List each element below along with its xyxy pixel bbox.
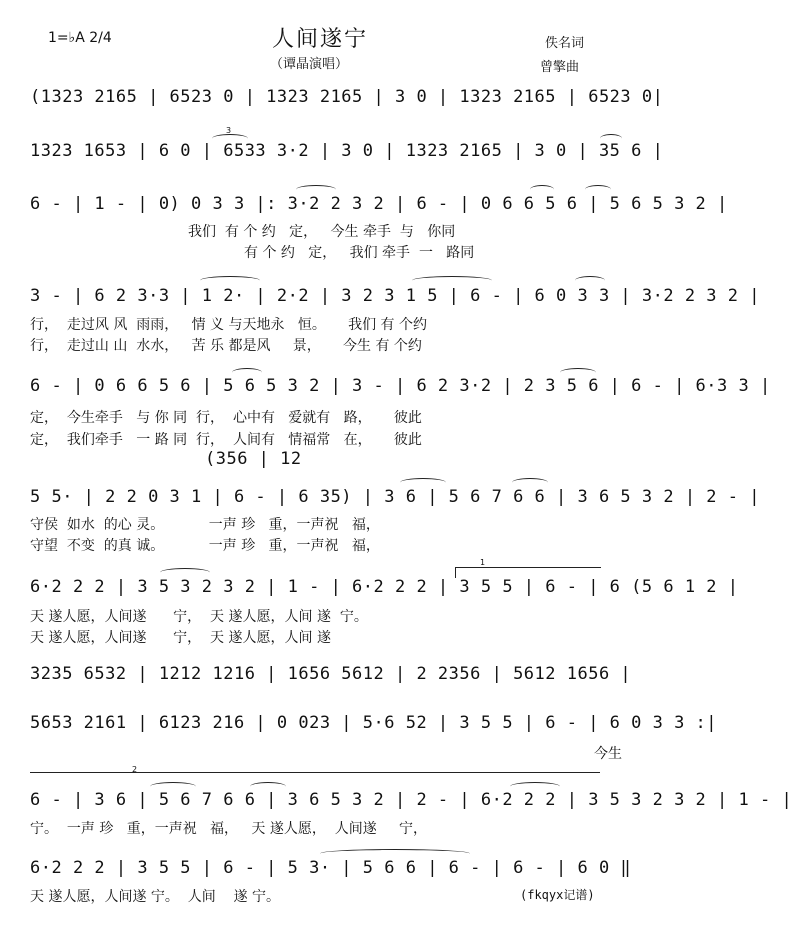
score-line-5: 6 - | 0 6 6 5 6 | 5 6 5 3 2 | 3 - | 6 2 3·2 | 2 3 5 6 | 6 - | 6·3 3 | bbox=[30, 376, 771, 396]
performer-subtitle: （谭晶演唱） bbox=[270, 57, 349, 72]
tie-slur bbox=[320, 849, 470, 858]
score-line-7: 6·2 2 2 | 3 5 3 2 3 2 | 1 - | 6·2 2 2 | 3 5 5 | 6 - | 6 (5 6 1 2 | bbox=[30, 577, 739, 597]
score-line-2: 1323 1653 | 6 0 | 6533 3·2 | 3 0 | 1323 2165 | 3 0 | 35 6 | bbox=[30, 141, 664, 161]
score-line-3: 6 - | 1 - | 0) 0 3 3 |: 3·2 2 3 2 | 6 - | 0 6 6 5 6 | 5 6 5 3 2 | bbox=[30, 194, 728, 214]
slur bbox=[150, 782, 196, 791]
page-title: 人间遂宁 bbox=[272, 27, 369, 52]
slur bbox=[575, 276, 605, 285]
lyrics-verse-1: 行， 走过风 风 雨雨， 情 义 与天地永 恒。 我们 有 个约 bbox=[30, 317, 428, 333]
lyrics-verse-1: 定， 今生牵手 与 你 同 行， 心中有 爱就有 路， 彼此 bbox=[30, 410, 422, 426]
score-line-9: 5653 2161 | 6123 216 | 0 023 | 5·6 52 | 3 5 5 | 6 - | 6 0 3 3 :| bbox=[30, 713, 718, 733]
slur bbox=[530, 185, 554, 194]
lyrics-verse-2: 定， 我们牵手 一 路 同 行， 人间有 情福常 在， 彼此 bbox=[30, 432, 422, 448]
score-line-10: 6 - | 3 6 | 5 6 7 6 6 | 3 6 5 3 2 | 2 - | 6·2 2 2 | 3 5 3 2 3 2 | 1 - | bbox=[30, 790, 792, 810]
lyrics-verse-1: 我们 有 个 约 定， 今生 牵手 与 你同 bbox=[188, 224, 456, 240]
slur bbox=[250, 782, 286, 791]
score-line-11: 6·2 2 2 | 3 5 5 | 6 - | 5 3· | 5 6 6 | 6 - | 6 - | 6 0 ‖ bbox=[30, 858, 632, 878]
lyrics-verse-2: 守望 不变 的真 诚。 一声 珍 重，一声祝 福， bbox=[30, 538, 380, 554]
key-signature: 1=♭A 2/4 bbox=[48, 30, 112, 46]
slur bbox=[232, 368, 262, 377]
volta-2-number: 2 bbox=[132, 765, 138, 774]
interlude-notes: (356 | 12 bbox=[205, 449, 302, 469]
lyrics-verse-1: 天 遂人愿，人间遂 宁。 人间 遂 宁。 bbox=[30, 889, 281, 905]
lyrics-verse-2: 天 遂人愿，人间遂 宁， 天 遂人愿，人间 遂 bbox=[30, 630, 331, 646]
slur bbox=[400, 478, 446, 487]
score-line-6: 5 5· | 2 2 0 3 1 | 6 - | 6 35) | 3 6 | 5 6 7 6 6 | 3 6 5 3 2 | 2 - | bbox=[30, 487, 760, 507]
lyrics-verse-1: 守侯 如水 的心 灵。 一声 珍 重，一声祝 福， bbox=[30, 517, 380, 533]
lyrics-verse-1: 宁。 一声 珍 重，一声祝 福， 天 遂人愿， 人间遂 宁， bbox=[30, 821, 428, 837]
slur bbox=[296, 185, 336, 194]
lyrics-verse-2: 有 个 约 定， 我们 牵手 一 路同 bbox=[244, 245, 475, 261]
tie-slur bbox=[200, 276, 260, 285]
slur bbox=[585, 185, 611, 194]
composer-credit: 曾擎曲 bbox=[540, 60, 580, 75]
triplet-mark: 3 bbox=[226, 126, 232, 135]
slur bbox=[160, 568, 210, 577]
lyrics-verse-1: 今生 bbox=[594, 746, 622, 762]
slur bbox=[512, 478, 548, 487]
lyrics-verse-2: 行， 走过山 山 水水， 苦 乐 都是风 景， 今生 有 个约 bbox=[30, 338, 422, 354]
lyricist-credit: 佚名词 bbox=[545, 36, 585, 51]
score-line-1: (1323 2165 | 6523 0 | 1323 2165 | 3 0 | 1323 2165 | 6523 0| bbox=[30, 87, 664, 107]
slur bbox=[510, 782, 560, 791]
triplet-slur bbox=[212, 134, 248, 143]
tie-slur bbox=[600, 134, 622, 143]
slur bbox=[560, 368, 596, 377]
transcriber-credit: (fkqyx记谱) bbox=[520, 888, 595, 902]
score-line-4: 3 - | 6 2 3·3 | 1 2· | 2·2 | 3 2 3 1 5 | 6 - | 6 0 3 3 | 3·2 2 3 2 | bbox=[30, 286, 760, 306]
lyrics-verse-1: 天 遂人愿，人间遂 宁， 天 遂人愿，人间 遂 宁。 bbox=[30, 609, 368, 625]
volta-2-bracket bbox=[30, 772, 600, 783]
score-line-8: 3235 6532 | 1212 1216 | 1656 5612 | 2 2356 | 5612 1656 | bbox=[30, 664, 632, 684]
tie-slur bbox=[412, 276, 492, 285]
volta-1-number: 1 bbox=[480, 558, 486, 567]
